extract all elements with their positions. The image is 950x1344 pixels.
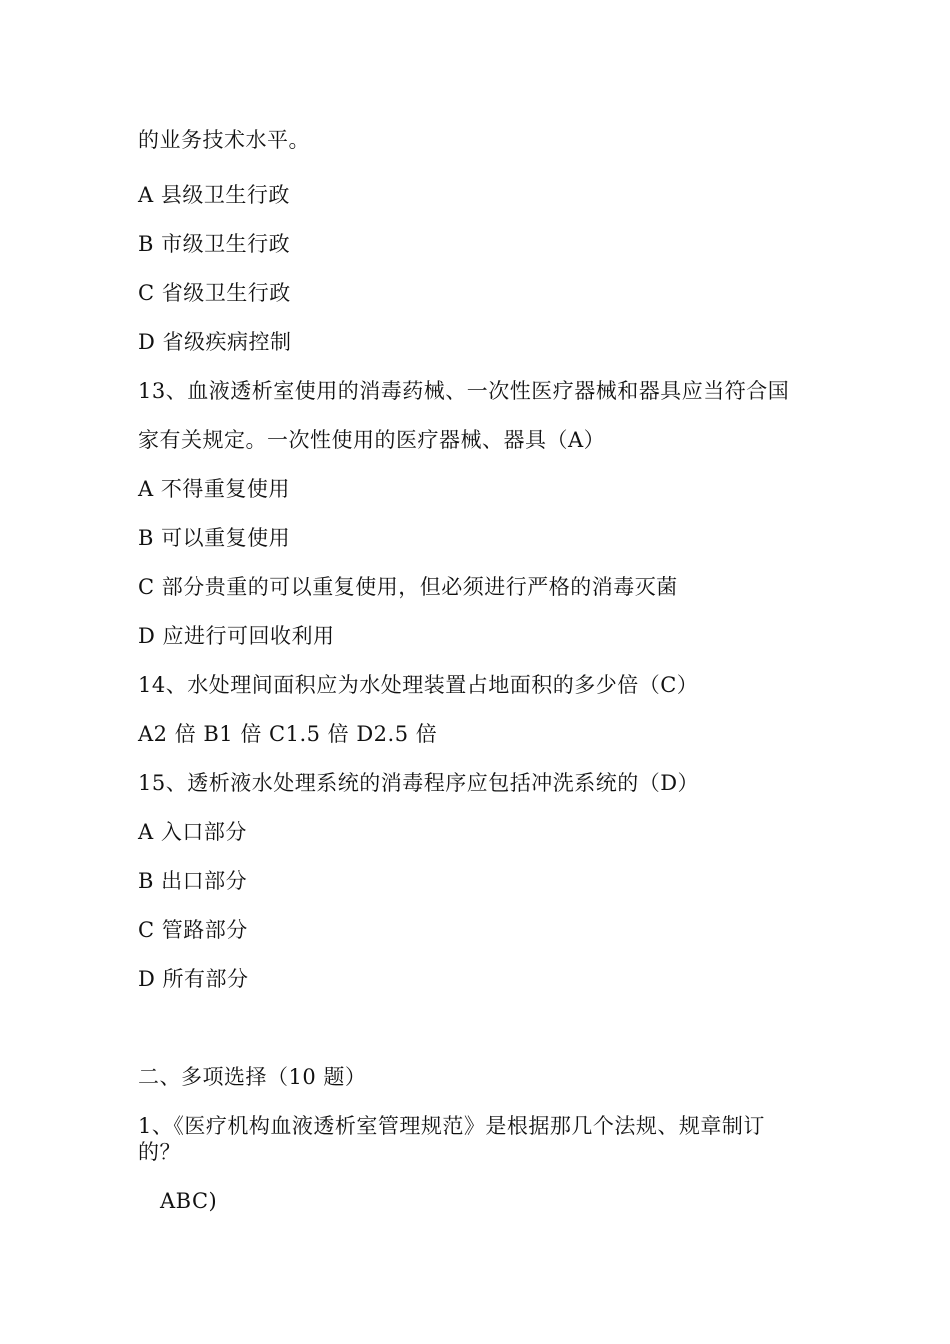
q12-option-a: A 县级卫生行政	[138, 183, 290, 207]
q15-option-d: D 所有部分	[138, 967, 249, 991]
q13-option-c: C 部分贵重的可以重复使用，但必须进行严格的消毒灭菌	[138, 575, 678, 599]
q13-option-d: D 应进行可回收利用	[138, 624, 335, 648]
mc-q1-text-line1: 1、《医疗机构血液透析室管理规范》是根据那几个法规、规章制订	[138, 1114, 765, 1138]
q15-option-b: B 出口部分	[138, 869, 248, 893]
q12-option-b: B 市级卫生行政	[138, 232, 291, 256]
section-heading-multiple-choice: 二、多项选择（10 题）	[138, 1065, 367, 1089]
mc-q1-text-line2: 的？	[138, 1140, 181, 1164]
mc-q1-answer: ABC)	[160, 1189, 218, 1213]
q13-option-b: B 可以重复使用	[138, 526, 291, 550]
q15-text: 15、透析液水处理系统的消毒程序应包括冲洗系统的（D）	[138, 771, 700, 795]
q12-option-c: C 省级卫生行政	[138, 281, 291, 305]
q13-option-a: A 不得重复使用	[138, 477, 290, 501]
q13-text-line2: 家有关规定。一次性使用的医疗器械、器具（A）	[138, 428, 606, 452]
q15-option-a: A 入口部分	[138, 820, 247, 844]
q13-text-line1: 13、血液透析室使用的消毒药械、一次性医疗器械和器具应当符合国	[138, 379, 790, 403]
q14-options: A2 倍 B1 倍 C1.5 倍 D2.5 倍	[138, 722, 438, 746]
q14-text: 14、水处理间面积应为水处理装置占地面积的多少倍（C）	[138, 673, 699, 697]
q15-option-c: C 管路部分	[138, 918, 248, 942]
q12-option-d: D 省级疾病控制	[138, 330, 292, 354]
text-line-continuation: 的业务技术水平。	[138, 128, 310, 152]
